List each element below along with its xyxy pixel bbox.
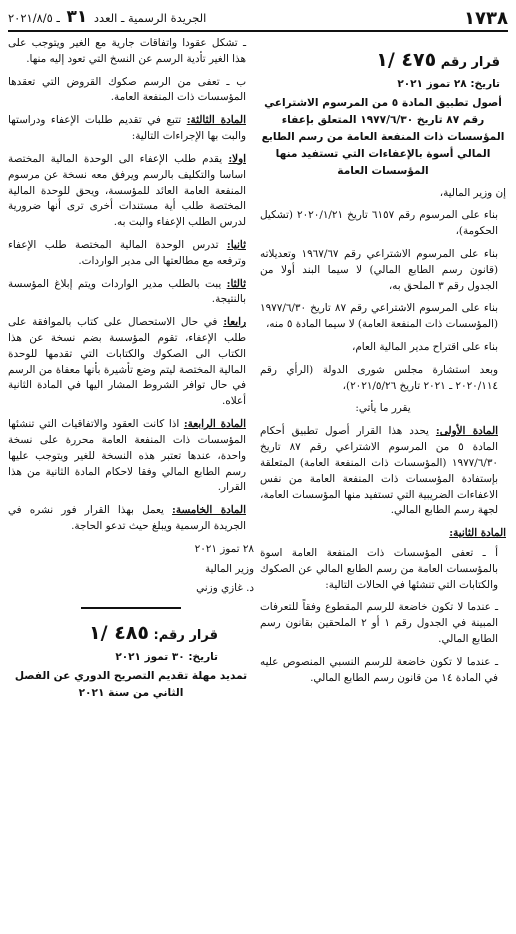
procedure-first bbox=[8, 152, 254, 231]
decision-2 bbox=[8, 619, 254, 702]
article-4-text: اذا كانت العقود والاتفاقيات التي تنشئها المؤسسات ذات المنفعة العامة محررة على نسخة واحدة، عندها تعتبر هذه النسخة للغير ويتوجب عليها رسم الطابع المالي وفقا لاحكام المادة الثانية من هذا القرار. bbox=[8, 418, 246, 494]
decision-2-title: تمديد مهلة تقديم التصريح الدوري عن الفصل الثاني من سنة ٢٠٢١ bbox=[14, 670, 248, 699]
article-5 bbox=[8, 503, 254, 535]
procedure-second bbox=[8, 238, 254, 270]
left-column bbox=[8, 36, 254, 708]
signature-block bbox=[8, 542, 254, 597]
decision-number-value: ٤٧٥ /١ bbox=[376, 49, 437, 71]
issue-number: ٣١ bbox=[66, 7, 88, 27]
right-column bbox=[260, 36, 506, 693]
article-3 bbox=[8, 113, 254, 145]
recital: بناء على المرسوم رقم ٦١٥٧ تاريخ ٢٠٢٠/١/٢١ (تشكيل الحكومة)، bbox=[260, 209, 498, 238]
procedure-second-text: تدرس الوحدة المالية المختصة طلب الإعفاء وترفعه مع مطالعتها الى مدير الواردات. bbox=[8, 238, 246, 267]
recital: وبعد استشارة مجلس شورى الدولة (الرأي رقم ٢٠٢٠/١١٤ ـ ٢٠٢١ تاريخ ٢٠٢١/٥/٢٦)، bbox=[260, 363, 498, 392]
page-number: ١٧٣٨ bbox=[464, 8, 508, 29]
article-5-label: المادة الخامسة: bbox=[172, 504, 246, 517]
gazette-issue-line bbox=[8, 7, 206, 30]
article-3-label: المادة الثالثة: bbox=[186, 114, 246, 127]
procedure-third bbox=[8, 277, 254, 309]
procedure-second-label: ثانيا: bbox=[226, 238, 246, 251]
page-header bbox=[8, 6, 508, 32]
article-2-label: المادة الثانية: bbox=[449, 527, 506, 540]
decision-number-label: قرار رقم bbox=[440, 55, 500, 70]
article-1-text: يحدد هذا القرار أصول تطبيق أحكام المادة ٥ من المرسوم الاشتراعي رقم ٨٧ تاريخ ١٩٧٧/٦/٣٠ (المؤسسات ذات المنفعة العامة) المتعلقة بإستفادة المؤسسات ذات المنفعة العامة من نفس الاعفاءات الضريبية التي تستفيد منها المؤسسات العامة، لجهة رسم الطابع المالي. bbox=[260, 425, 498, 517]
decision-2-date: تاريخ: ٣٠ تموز ٢٠٢١ bbox=[115, 651, 218, 664]
procedure-first-text: يقدم طلب الإعفاء الى الوحدة المالية المختصة اساسا والتكليف بالرسم ويرفق معه نسخة عن مرسوم المنفعة العامة العائد للمؤسسة، ويحق للوحدة المالية المختصة طلب أية مستندات أخرى ترى أنها ضرورية لدرس الطلب الإعفاء والبت به. bbox=[8, 152, 246, 229]
recital: بناء على اقتراح مدير المالية العام، bbox=[352, 341, 498, 354]
decision-number bbox=[260, 46, 500, 75]
article-4 bbox=[8, 417, 254, 496]
article-1-label: المادة الأولى: bbox=[435, 425, 498, 438]
procedure-third-text: يبت بالطلب مدير الواردات ويتم إبلاغ المؤسسة بالنتيجة. bbox=[8, 277, 246, 306]
article-3-text: تتبع في تقديم طلبات الإعفاء ودراستها والبت بها الإجراءات التالية: bbox=[8, 114, 246, 143]
decides-line: يقرر ما يأتي: bbox=[355, 402, 411, 415]
procedure-first-label: اولا: bbox=[228, 152, 246, 165]
gazette-name: الجريدة الرسمية ـ العدد bbox=[93, 11, 207, 25]
decision-2-number-value: ٤٨٥ /١ bbox=[89, 622, 149, 645]
decision-title: أصول تطبيق المادة ٥ من المرسوم الاشتراعي رقم ٨٧ تاريخ ١٩٧٧/٦/٣٠ المتعلق بإعفاء المؤسسات ذات المنفعة العامة من رسم الطابع المالي أسوة بالإعفاءات التي تستفيد منها المؤسسات العامة bbox=[261, 96, 505, 177]
signature-title: وزير المالية bbox=[204, 562, 254, 575]
signature-name: د. غازي وزني bbox=[196, 582, 254, 595]
article-2-a-item: ـ عندما لا تكون خاضعة للرسم النسبي المنصوص عليه في المادة ١٤ من قانون رسم الطابع المالي. bbox=[260, 655, 498, 684]
procedure-fourth-text: في حال الاستحصال على كتاب بالموافقة على طلب الإعفاء، تقوم المؤسسة بضم نسخة عن هذا الكتاب الى الصكوك والكتابات التي تقدمها للوحدة المالية المختصة ليتم وضع تأشيرة بأنها معفاة من الرسم في حال توافر الشروط المشار اليها في المادة الثانية أعلاه. bbox=[8, 316, 246, 408]
procedure-fourth bbox=[8, 315, 254, 410]
decision-2-number-label: قرار رقم: bbox=[153, 628, 218, 644]
signature-date: ٢٨ تموز ٢٠٢١ bbox=[194, 542, 254, 555]
article-5-text: يعمل بهذا القرار فور نشره في الجريدة الرسمية ويبلغ حيث تدعو الحاجة. bbox=[8, 504, 246, 532]
recital: بناء على المرسوم الاشتراعي رقم ٨٧ تاريخ ١٩٧٧/٦/٣٠ (المؤسسات ذات المنفعة العامة) لا سيما المادة ٥ منه، bbox=[260, 302, 498, 331]
decision-date: تاريخ: ٢٨ تموز ٢٠٢١ bbox=[397, 77, 500, 90]
article-1 bbox=[260, 424, 506, 519]
section-divider bbox=[81, 607, 181, 609]
recital: بناء على المرسوم الاشتراعي رقم ١٩٦٧/٦٧ وتعديلاته (قانون رسم الطابع المالي) لا سيما البند أولا من الجدول رقم ٣ الملحق به، bbox=[260, 247, 499, 292]
article-2-a-item: ـ تشكل عقودا واتفاقات جارية مع الغير ويتوجب على هذا الغير تأدية الرسم عن النسخ التي تعود إليه منها. bbox=[8, 37, 246, 65]
decision-2-number bbox=[8, 619, 218, 648]
article-2-b: ب ـ تعفى من الرسم صكوك القروض التي تعقدها المؤسسات ذات المنفعة العامة. bbox=[8, 75, 246, 104]
procedure-third-label: ثالثا: bbox=[226, 277, 246, 290]
procedure-fourth-label: رابعا: bbox=[223, 316, 246, 329]
article-2-a: أ ـ تعفى المؤسسات ذات المنفعة العامة اسوة بالمؤسسات العامة من رسم الطابع المالي عن الصكوك والكتابات التي تنشئها في الحالات التالية: bbox=[260, 546, 498, 591]
article-4-label: المادة الرابعة: bbox=[183, 418, 246, 431]
gazette-date: ـ ٢٠٢١/٨/٥ bbox=[8, 11, 60, 25]
opening-line: إن وزير المالية، bbox=[439, 186, 506, 199]
article-2-a-item: ـ عندما لا تكون خاضعة للرسم المقطوع وفقاً للتعرفات المبينة في الجدول رقم ١ أو ٢ الملحقين بقانون رسم الطابع المالي. bbox=[260, 601, 499, 646]
